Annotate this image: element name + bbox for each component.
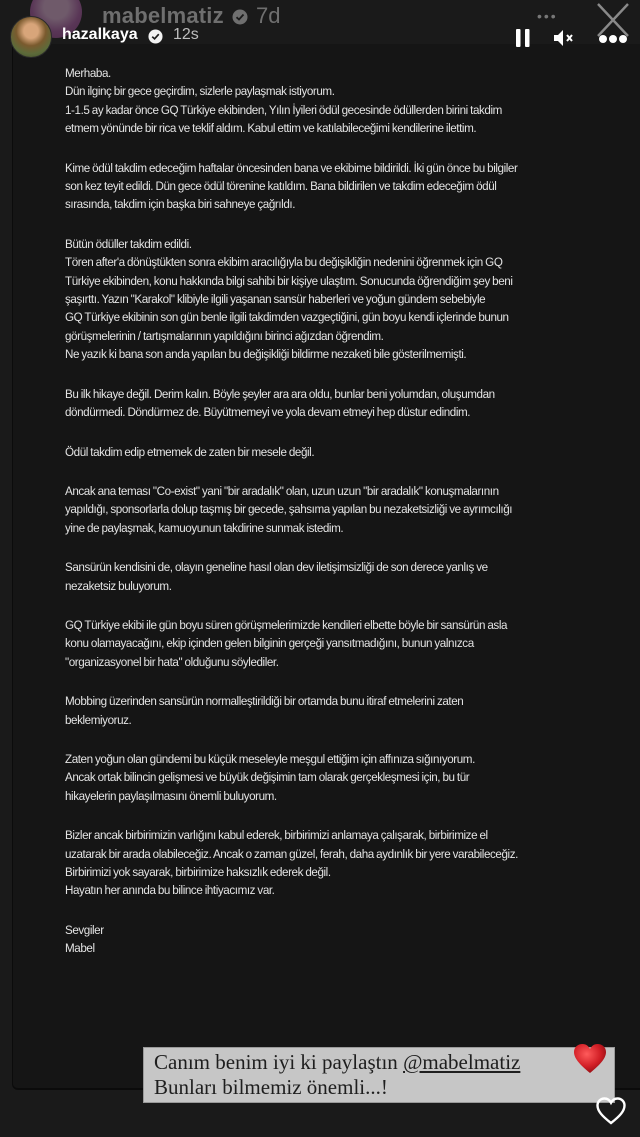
mention-link[interactable]: @mabelmatiz	[403, 1050, 521, 1074]
sticker-line-1	[154, 1050, 614, 1075]
text-line: son kez teyit edildi. Dün gece ödül törenine katıldım. Bana bildirilen ve takdim edeceğim ödül	[65, 179, 497, 194]
sticker-line-2: Bunları bilmemiz önemli...!	[154, 1075, 388, 1099]
text-line: Tören after'a dönüştükten sonra ekibim aracılığıyla bu değişikliğin nedenini öğrenmek için GQ	[65, 255, 503, 270]
signature	[65, 921, 605, 958]
text-line: "organizasyonel bir hata" olduğunu söylediler.	[65, 654, 279, 669]
text-line: Ancak ana teması "Co-exist" yani "bir aradalık" olan, uzun uzun "bir aradalık" konuşmalarının	[65, 483, 499, 498]
paragraph	[65, 558, 605, 595]
paragraph	[65, 385, 605, 422]
text-line: görüşmelerinin / tartışmalarının yapıldığını birinci ağızdan öğrendim.	[65, 328, 384, 343]
sticker-text: Canım benim iyi ki paylaştın	[154, 1050, 404, 1074]
text-line: GQ Türkiye ekibi ile gün boyu süren görüşmelerimizde kendileri elbette böyle bir sansürün asla	[65, 617, 508, 632]
more-options-icon[interactable]	[598, 34, 628, 44]
text-line: Kime ödül takdim edeceğim haftalar öncesinden bana ve ekibime bildirildi. İki gün önce bu bilgiler	[65, 160, 518, 175]
text-line: nezaketsiz buluyorum.	[65, 578, 172, 593]
paragraph	[65, 750, 605, 805]
story-header	[0, 14, 640, 60]
pause-icon[interactable]	[513, 28, 533, 48]
paragraph	[65, 616, 605, 671]
paragraph	[65, 692, 605, 729]
text-line: Merhaba.	[65, 66, 111, 80]
original-post-time: 7d	[256, 3, 281, 28]
speaker-muted-icon[interactable]	[552, 28, 576, 48]
story-timestamp: 12s	[173, 26, 199, 43]
story-username[interactable]: hazalkaya	[62, 26, 138, 43]
signature-line: Sevgiler	[65, 922, 104, 937]
text-line: uzatarak bir arada olabileceğiz. Ancak o zaman güzel, ferah, daha aydınlık bir yere varabileceğiz.	[65, 846, 518, 861]
paragraph	[65, 64, 605, 138]
paragraph	[65, 443, 605, 461]
text-line: Sansürün kendisini de, olayın geneline hasıl olan dev iletişimsizliği de son derece yanlış ve	[65, 560, 488, 575]
text-line: Bu ilk hikaye değil. Derim kalın. Böyle şeyler ara ara oldu, bunlar beni yolumdan, oluşumdan	[65, 386, 495, 401]
text-line: beklemiyoruz.	[65, 712, 132, 727]
text-line: Birbirimizi yok sayarak, birbirimize haksızlık ederek değil.	[65, 865, 331, 879]
original-poster-username[interactable]: mabelmatiz	[102, 3, 224, 28]
text-line: şaşırttı. Yazın "Karakol" klibiyle ilgili yaşanan sansür haberleri ve yoğun gündem sebebiyle	[65, 292, 486, 307]
heart-outline-icon[interactable]	[595, 1096, 627, 1126]
text-line: 1-1.5 ay kadar önce GQ Türkiye ekibinden, Yılın İyileri ödül gecesinde ödüllerden birini takdim	[65, 102, 502, 117]
text-line: döndürmedi. Döndürmez de. Büyütmemeyi ve yola devam etmeyi hep düstur edindim.	[65, 405, 471, 420]
signature-line: Mabel	[65, 941, 95, 956]
text-line: Ödül takdim edip etmemek de zaten bir mesele değil.	[65, 444, 315, 459]
text-line: yine de paylaşmak, kamuoyunun takdirine sunmak istedim.	[65, 520, 344, 535]
avatar[interactable]	[10, 16, 52, 58]
text-sticker	[143, 1047, 615, 1103]
letter-text	[65, 64, 605, 979]
text-line: GQ Türkiye ekibinin son gün benle ilgili takdimden vazgeçtiğini, gün boyu kendi içlerinde bunun	[65, 310, 509, 325]
paragraph	[65, 826, 605, 900]
text-line: sırasında, takdim için başka biri sahneye çağrıldı.	[65, 197, 296, 212]
text-line: Ne yazık ki bana son anda yapılan bu değişikliği bildirme nezaketi bile gösterilmemişti.	[65, 347, 467, 362]
original-more-options-icon: •••	[537, 8, 558, 24]
text-line: Bizler ancak birbirimizin varlığını kabul ederek, birbirimizi anlamaya çalışarak, birbirimize el	[65, 828, 488, 843]
red-heart-emoji-icon	[573, 1043, 607, 1075]
text-line: Türkiye ekibinden, konu hakkında bilgi sahibi bir kişiye ulaştım. Sonucunda öğrendiğim şey beni	[65, 273, 513, 288]
text-line: Hayatın her anında bu bilince ihtiyacımız var.	[65, 883, 275, 898]
text-line: Dün ilginç bir gece geçirdim, sizlerle paylaşmak istiyorum.	[65, 84, 335, 99]
text-line: Ancak ortak bilincin gelişmesi ve büyük değişimin tam olarak gerçekleşmesi için, bu tür	[65, 770, 470, 785]
verified-badge-icon	[148, 29, 163, 44]
paragraph	[65, 235, 605, 364]
text-line: Mobbing üzerinden sansürün normalleştirildiği bir ortamda bunu itiraf etmelerini zaten	[65, 694, 464, 709]
paragraph	[65, 159, 605, 214]
text-line: konu olamayacağını, ekip içinden gelen bilginin gerçeği yansıtmadığını, bunun yalnızca	[65, 636, 474, 651]
text-line: yapıldığı, sponsorlarla dolup taşmış bir gecede, şahsıma yapılan bu nezaketsizliği ve ayrımcılığı	[65, 502, 513, 517]
text-line: hikayelerin paylaşılmasını önemli buluyorum.	[65, 788, 277, 803]
paragraph	[65, 482, 605, 537]
text-line: etmem yönünde bir rica ve teklif aldım. Kabul ettim ve katılabileceğimi kendilerine ilettim.	[65, 121, 477, 136]
text-line: Zaten yoğun olan gündemi bu küçük meseleyle meşgul ettiğim için affınıza sığınıyorum.	[65, 751, 475, 766]
text-line: Bütün ödüller takdim edildi.	[65, 236, 192, 251]
